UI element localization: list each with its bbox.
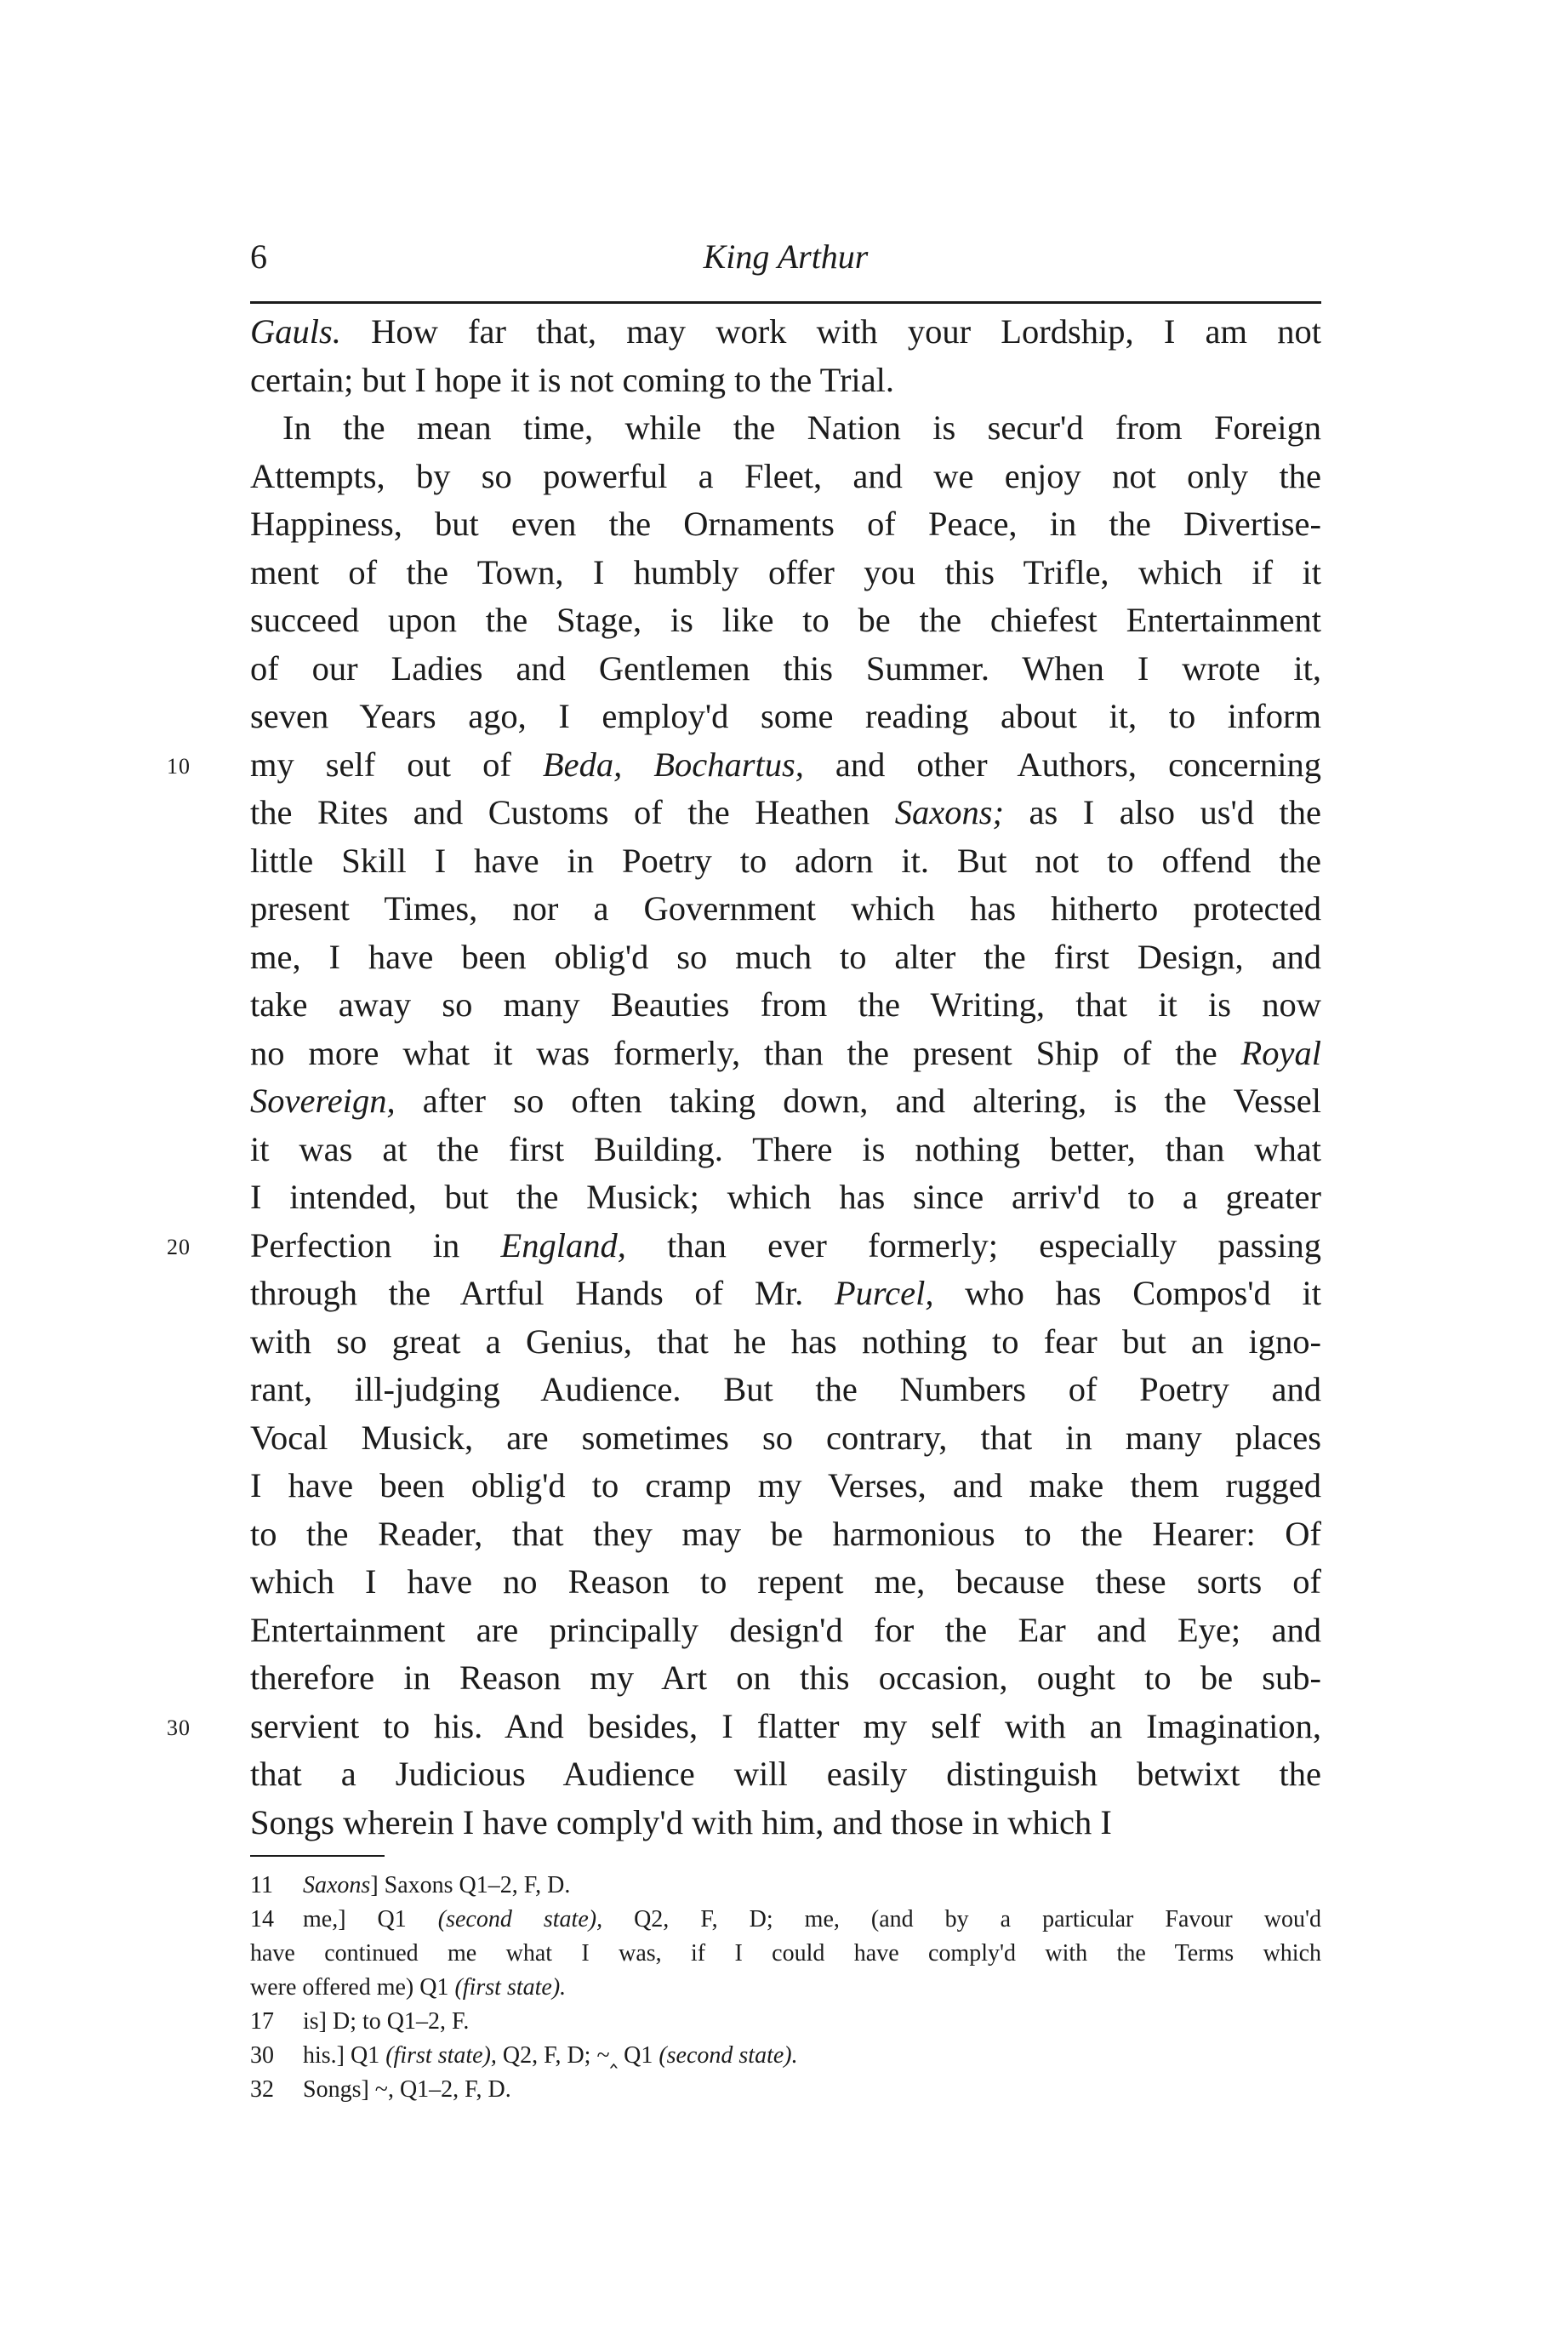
italic-text: (first state),	[385, 2042, 497, 2069]
text-line	[250, 837, 1321, 886]
text-line	[250, 357, 1321, 405]
italic-text: Purcel,	[834, 1274, 934, 1312]
text-segment: is] D; to Q1–2, F.	[303, 2008, 470, 2035]
text-segment: no more what it was formerly, than the present Ship of the	[250, 1033, 1241, 1072]
running-title: King Arthur	[703, 237, 869, 276]
text-segment: have continued me what I was, if I could have comply'd with the Terms which	[250, 1940, 1321, 1967]
header-rule	[250, 301, 1321, 304]
text-segment: after so often taking down, and altering, is the Vessel	[395, 1082, 1321, 1120]
text-line	[250, 308, 1321, 357]
line-number: 10	[167, 753, 191, 779]
text-segment: me, I have been oblig'd so much to alter the first Design, and	[250, 937, 1321, 976]
italic-text: Sovereign,	[250, 1082, 396, 1120]
footnote-line	[250, 1971, 1321, 2005]
footnote-line	[250, 2073, 1321, 2107]
text-line	[250, 789, 1321, 837]
footnote-line	[250, 2039, 1321, 2073]
text-line	[250, 885, 1321, 933]
text-line	[250, 1799, 1321, 1847]
footnote-line-number: 14	[250, 1906, 274, 1932]
italic-text: Saxons;	[894, 793, 1004, 831]
text-line	[250, 1558, 1321, 1607]
text-line	[250, 500, 1321, 549]
text-segment: Q2, F, D; ~‸ Q1	[496, 2042, 659, 2069]
text-line	[250, 1750, 1321, 1799]
footnote-line	[250, 1869, 1321, 1903]
text-segment: which I have no Reason to repent me, because these sorts of	[250, 1562, 1321, 1601]
text-line	[250, 1414, 1321, 1463]
text-line	[250, 645, 1321, 694]
italic-text: Saxons	[303, 1872, 371, 1898]
footnotes	[250, 1869, 1321, 2107]
text-segment: present Times, nor a Government which has hitherto protected	[250, 889, 1321, 928]
text-segment: I intended, but the Musick; which has since arriv'd to a greater	[250, 1178, 1321, 1216]
text-segment: I have been oblig'd to cramp my Verses, and make them rugged	[250, 1466, 1321, 1504]
text-line	[250, 693, 1321, 741]
footnote-line-number: 30	[250, 2042, 274, 2069]
text-segment: who has Compos'd it	[933, 1274, 1321, 1312]
text-segment: How far that, may work with your Lordship, I am not	[340, 312, 1321, 351]
line-number: 30	[167, 1715, 191, 1740]
text-segment: Attempts, by so powerful a Fleet, and we enjoy not only the	[250, 456, 1321, 495]
text-segment: certain; but I hope it is not coming to the Trial.	[250, 360, 895, 399]
text-line	[250, 549, 1321, 597]
text-line	[250, 1510, 1321, 1559]
text-line	[250, 1366, 1321, 1414]
text-segment: rant, ill-judging Audience. But the Numbers of Poetry and	[250, 1370, 1321, 1408]
text-line	[250, 1462, 1321, 1510]
italic-text: (second state).	[659, 2042, 798, 2069]
italic-text: England,	[500, 1225, 626, 1264]
text-line	[250, 1030, 1321, 1078]
text-segment: than ever formerly; especially passing	[625, 1225, 1322, 1264]
text-line	[250, 404, 1321, 453]
text-segment: through the Artful Hands of Mr.	[250, 1274, 835, 1312]
text-segment: with so great a Genius, that he has nothing to fear but an igno-	[250, 1322, 1321, 1361]
italic-text: (first state).	[454, 1974, 567, 2001]
text-segment: little Skill I have in Poetry to adorn it. But not to offend the	[250, 841, 1321, 880]
text-segment: of our Ladies and Gentlemen this Summer. When I wrote it,	[250, 648, 1321, 688]
text-segment: Q2, F, D; me, (and by a particular Favour wou'd	[602, 1906, 1321, 1932]
text-segment: Songs wherein I have comply'd with him, and those in which I	[250, 1802, 1112, 1841]
text-segment: as I also us'd the	[1003, 793, 1322, 831]
text-segment: Songs] ~, Q1–2, F, D.	[303, 2076, 511, 2103]
text-segment: and other Authors, concerning	[803, 745, 1321, 784]
text-segment: to the Reader, that they may be harmonious to the Hearer: Of	[250, 1514, 1321, 1553]
text-segment: succeed upon the Stage, is like to be the chiefest Entertainment	[250, 601, 1321, 639]
page-number: 6	[250, 237, 267, 276]
text-segment: ] Saxons Q1–2, F, D.	[370, 1872, 571, 1898]
text-line	[250, 1173, 1321, 1222]
text-line	[250, 933, 1321, 982]
text-segment: seven Years ago, I employ'd some reading about it, to inform	[250, 697, 1321, 735]
text-line	[250, 1126, 1321, 1174]
text-line	[250, 453, 1321, 501]
text-segment: that a Judicious Audience will easily distinguish betwixt the	[250, 1755, 1321, 1793]
text-line	[167, 1703, 1321, 1751]
text-segment: my self out of	[250, 745, 543, 784]
text-segment: it was at the first Building. There is nothing better, than what	[250, 1129, 1321, 1168]
footnote-line	[250, 1903, 1321, 1937]
body-text	[167, 308, 1322, 1847]
text-segment: were offered me) Q1	[250, 1974, 455, 2001]
footnote-line	[250, 1937, 1321, 1971]
italic-text: (second state),	[437, 1906, 603, 1932]
text-segment: Vocal Musick, are sometimes so contrary, that in many places	[250, 1418, 1321, 1457]
footnote-line-number: 11	[250, 1872, 273, 1898]
text-line	[250, 1607, 1321, 1655]
text-segment: In the mean time, while the Nation is secur'd from Foreign	[282, 408, 1321, 447]
text-segment: Perfection in	[250, 1225, 501, 1264]
text-segment: Entertainment are principally design'd for the Ear and Eye; and	[250, 1610, 1321, 1649]
text-segment: the Rites and Customs of the Heathen	[250, 793, 895, 831]
text-segment: servient to his. And besides, I flatter my self with an Imagination,	[250, 1706, 1321, 1745]
italic-text: Beda, Bochartus,	[542, 745, 804, 784]
text-segment: therefore in Reason my Art on this occasion, ought to be sub-	[250, 1658, 1321, 1697]
text-line	[250, 597, 1321, 645]
italic-text: Royal	[1240, 1033, 1321, 1072]
text-line	[250, 1270, 1321, 1318]
text-line	[250, 1318, 1321, 1367]
text-segment: take away so many Beauties from the Writing, that it is now	[250, 985, 1321, 1024]
text-line	[167, 1222, 1322, 1270]
text-segment: me,] Q1	[303, 1906, 438, 1932]
footnote-line-number: 32	[250, 2076, 274, 2103]
footnote-line	[250, 2005, 1321, 2039]
text-line	[250, 981, 1321, 1030]
footnote-rule	[250, 1855, 385, 1857]
footnote-line-number: 17	[250, 2008, 274, 2035]
text-segment: Happiness, but even the Ornaments of Peace, in the Divertise-	[250, 505, 1321, 543]
text-segment: ment of the Town, I humbly offer you this Trifle, which if it	[250, 552, 1321, 591]
line-number: 20	[167, 1234, 191, 1259]
text-line	[250, 1654, 1321, 1703]
text-line	[250, 1077, 1321, 1126]
text-line	[167, 741, 1321, 790]
italic-text: Gauls.	[250, 312, 341, 351]
text-segment: his.] Q1	[303, 2042, 386, 2069]
